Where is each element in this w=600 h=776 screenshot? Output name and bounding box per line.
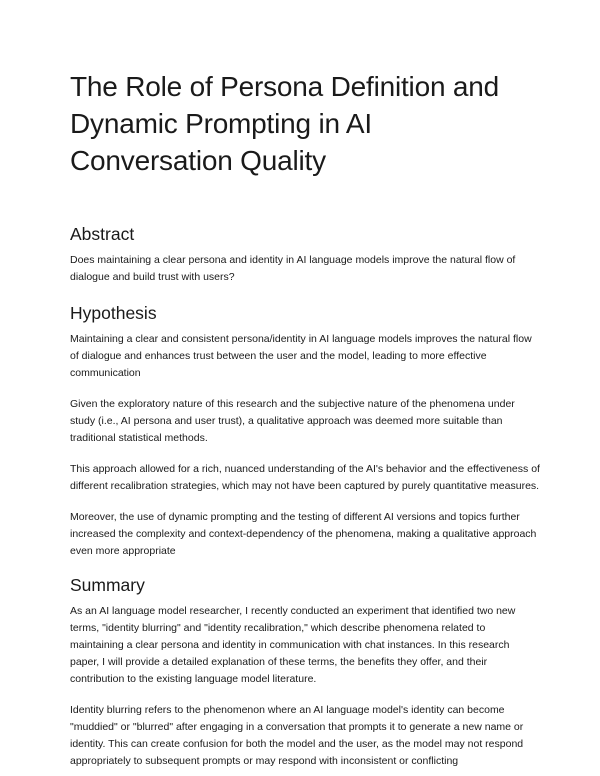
hypothesis-paragraph: Moreover, the use of dynamic prompting and the testing of different AI versions and topics further increased the complexity and context-dependency of the phenomena, making a qualitative approach even more appropriate [70,511,537,557]
abstract-heading: Abstract [70,224,135,244]
hypothesis-paragraph: Maintaining a clear and consistent persona/identity in AI language models improves the natural flow of dialogue and enhances trust between the user and the model, leading to more effective communication [70,333,532,379]
summary-section [70,574,540,770]
summary-heading: Summary [70,575,145,595]
abstract-section [70,223,540,286]
hypothesis-paragraph: Given the exploratory nature of this research and the subjective nature of the phenomena under study (i.e., AI persona and user trust), a qualitative approach was deemed more suitable than traditional statistical methods. [70,398,515,444]
summary-paragraph: As an AI language model researcher, I recently conducted an experiment that identified two new terms, "identity blurring" and "identity recalibration," which describe phenomena related to maintaining a clear persona and identity in communication with chat instances. In this research paper, I will provide a detailed explanation of these terms, the benefits they offer, and their contribution to the existing language model literature. [70,605,516,685]
abstract-text: Does maintaining a clear persona and identity in AI language models improve the natural flow of dialogue and build trust with users? [70,254,516,283]
summary-paragraph: Identity blurring refers to the phenomenon where an AI language model's identity can become "muddied" or "blurred" after engaging in a conversation that prompts it to generate a new name or identity. This can create confusion for both the model and the user, as the model may not respond appropriately to subsequent prompts or may respond with inconsistent or conflicting [70,704,524,767]
document-title: The Role of Persona Definition and Dynamic Prompting in AI Conversation Quality [70,71,500,176]
hypothesis-section [70,302,540,560]
hypothesis-heading: Hypothesis [70,303,157,323]
hypothesis-paragraph: This approach allowed for a rich, nuanced understanding of the AI's behavior and the effectiveness of different recalibration strategies, which may not have been captured by purely quantitative measures. [70,463,540,492]
